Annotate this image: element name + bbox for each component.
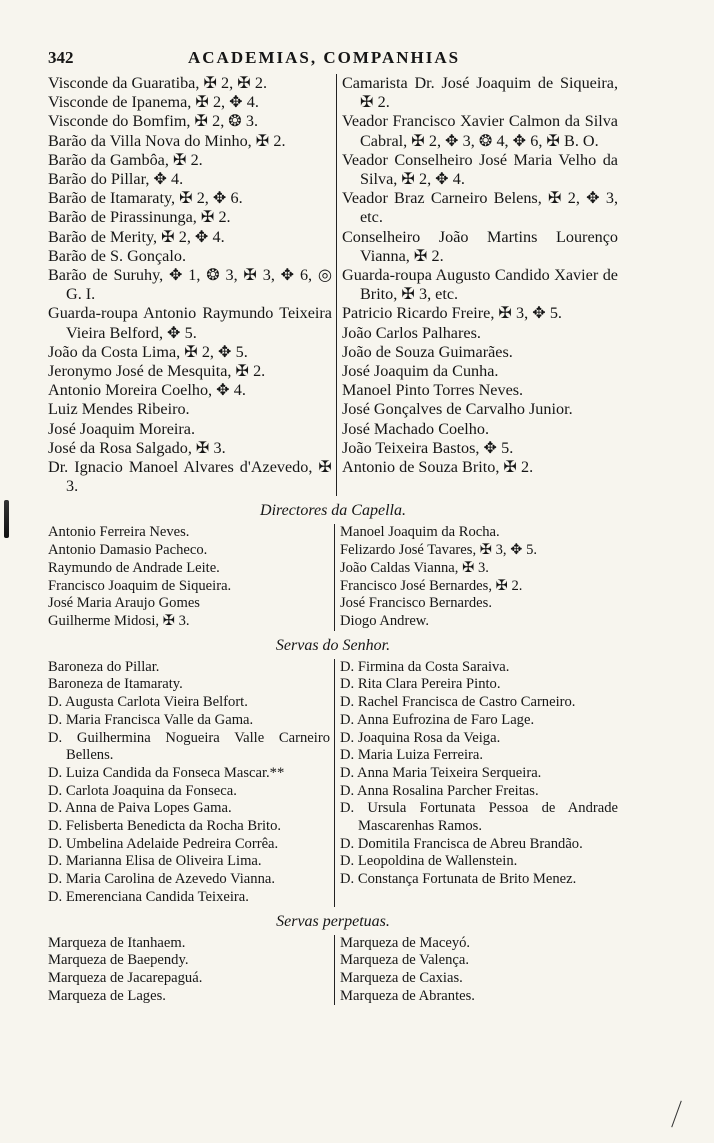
list-item: Barão de Pirassinunga, ✠ 2.	[48, 208, 231, 227]
list-item: D. Anna Eufrozina de Faro Lage.	[340, 711, 535, 728]
list-item: Antonio Damasio Pacheco.	[48, 542, 208, 559]
list-item: D. Felisberta Benedicta da Rocha Brito.	[48, 818, 282, 835]
directores-right-column	[334, 524, 618, 630]
list-item: Marqueza de Valença.	[340, 952, 469, 969]
list-item: D. Constança Fortunata de Brito Menez.	[340, 871, 577, 888]
servas-left-column	[48, 659, 334, 907]
list-item: Raymundo de Andrade Leite.	[48, 559, 220, 576]
list-item: D. Anna Rosalina Parcher Freitas.	[340, 782, 539, 799]
list-item: Francisco Joaquim de Siqueira.	[48, 577, 232, 594]
list-item: José Gonçalves de Carvalho Junior.	[342, 400, 573, 419]
list-item: Veador Francisco Xavier Calmon da Silva Cabral, ✠ 2, ✥ 3, ❂ 4, ✥ 6, ✠ B. O.	[342, 112, 618, 150]
list-item: José Francisco Bernardes.	[340, 595, 492, 612]
list-item: D. Anna de Paiva Lopes Gama.	[48, 800, 232, 817]
list-item: D. Leopoldina de Wallenstein.	[340, 853, 518, 870]
list-item: João Carlos Palhares.	[342, 323, 481, 342]
section-servas-perpetuas	[48, 935, 618, 1006]
list-item: Veador Braz Carneiro Belens, ✠ 2, ✥ 3, etc.	[342, 189, 618, 227]
list-item: D. Maria Carolina de Azevedo Vianna.	[48, 871, 276, 888]
list-item: José Machado Coelho.	[342, 419, 490, 438]
list-item: João Teixeira Bastos, ✥ 5.	[342, 438, 514, 457]
list-item: Baroneza de Itamaraty.	[48, 676, 183, 693]
section-heading-servas-perpetuas: Servas perpetuas.	[276, 912, 390, 930]
section-officials	[48, 74, 618, 496]
list-item: Barão de Suruhy, ✥ 1, ❂ 3, ✠ 3, ✥ 6, ◎ G. I.	[48, 266, 332, 304]
list-item: Visconde da Guaratiba, ✠ 2, ✠ 2.	[48, 74, 267, 92]
list-item: Marqueza de Abrantes.	[340, 987, 475, 1004]
list-item: Guarda-roupa Augusto Candido Xavier de Brito, ✠ 3, etc.	[342, 266, 618, 304]
list-item: Conselheiro João Martins Lourenço Vianna, ✠ 2.	[342, 227, 618, 265]
list-item: D. Maria Luiza Ferreira.	[340, 747, 484, 764]
list-item: Jeronymo José de Mesquita, ✠ 2.	[48, 362, 266, 381]
running-title: ACADEMIAS, COMPANHIAS	[188, 48, 461, 67]
list-item: João de Souza Guimarães.	[342, 342, 513, 361]
list-item: D. Joaquina Rosa da Veiga.	[340, 729, 501, 746]
list-item: Marqueza de Itanhaem.	[48, 934, 186, 951]
directores-left-column	[48, 524, 334, 630]
list-item: Francisco José Bernardes, ✠ 2.	[340, 577, 523, 594]
perpetuas-left-column	[48, 935, 334, 1006]
section-heading-servas-senhor: Servas do Senhor.	[275, 636, 391, 654]
list-item: Visconde de Ipanema, ✠ 2, ✥ 4.	[48, 93, 259, 112]
list-item: Antonio de Souza Brito, ✠ 2.	[342, 458, 534, 477]
list-item: D. Anna Maria Teixeira Serqueira.	[340, 764, 542, 781]
list-item: D. Rita Clara Pereira Pinto.	[340, 676, 501, 693]
list-item: D. Firmina da Costa Saraiva.	[340, 658, 510, 675]
list-item: Marqueza de Caxias.	[340, 969, 463, 986]
list-item: Antonio Moreira Coelho, ✥ 4.	[48, 381, 246, 400]
list-item: José da Rosa Salgado, ✠ 3.	[48, 438, 226, 457]
list-item: Guarda-roupa Antonio Raymundo Teixeira Vieira Belford, ✥ 5.	[48, 304, 332, 342]
officials-left-column	[48, 74, 336, 496]
list-item: Felizardo José Tavares, ✠ 3, ✥ 5.	[340, 542, 538, 559]
list-item: D. Umbelina Adelaide Pedreira Corrêa.	[48, 835, 279, 852]
list-item: D. Ursula Fortunata Pessoa de Andrade Mascarenhas Ramos.	[340, 800, 618, 835]
list-item: Barão da Villa Nova do Minho, ✠ 2.	[48, 131, 286, 150]
list-item: D. Guilhermina Nogueira Valle Carneiro Bellens.	[48, 729, 330, 764]
list-item: Patricio Ricardo Freire, ✠ 3, ✥ 5.	[342, 304, 562, 323]
list-item: Manoel Pinto Torres Neves.	[342, 381, 524, 400]
section-directores	[48, 524, 618, 630]
list-item: Dr. Ignacio Manoel Alvares d'Azevedo, ✠ 3.	[48, 458, 332, 496]
servas-right-column	[334, 659, 618, 907]
list-item: José Maria Araujo Gomes	[48, 595, 200, 612]
page-number: 342	[48, 48, 74, 67]
list-item: João Caldas Vianna, ✠ 3.	[340, 559, 489, 576]
list-item: D. Carlota Joaquina da Fonseca.	[48, 782, 237, 799]
list-item: Veador Conselheiro José Maria Velho da Silva, ✠ 2, ✥ 4.	[342, 150, 618, 189]
list-item: Guilherme Midosi, ✠ 3.	[48, 612, 190, 629]
margin-ink-mark	[4, 500, 9, 538]
list-item: José Joaquim Moreira.	[48, 419, 196, 438]
list-item: Barão de Itamaraty, ✠ 2, ✥ 6.	[48, 189, 243, 208]
list-item: Diogo Andrew.	[340, 612, 430, 629]
list-item: D. Maria Francisca Valle da Gama.	[48, 711, 254, 728]
list-item: Barão de Merity, ✠ 2, ✥ 4.	[48, 227, 225, 246]
list-item: D. Marianna Elisa de Oliveira Lima.	[48, 853, 262, 870]
list-item: Marqueza de Lages.	[48, 987, 166, 1004]
perpetuas-right-column	[334, 935, 618, 1006]
list-item: Barão da Gambôa, ✠ 2.	[48, 150, 203, 169]
list-item: Marqueza de Baependy.	[48, 952, 189, 969]
list-item: Baroneza do Pillar.	[48, 658, 160, 675]
margin-pen-stroke	[671, 1101, 682, 1128]
list-item: Barão de S. Gonçalo.	[48, 246, 187, 265]
list-item: D. Augusta Carlota Vieira Belfort.	[48, 694, 248, 711]
officials-right-column	[336, 74, 618, 496]
list-item: D. Rachel Francisca de Castro Carneiro.	[340, 694, 576, 711]
list-item: D. Domitila Francisca de Abreu Brandão.	[340, 835, 583, 852]
list-item: Camarista Dr. José Joaquim de Siqueira, ✠ 2.	[342, 74, 618, 112]
list-item: João da Costa Lima, ✠ 2, ✥ 5.	[48, 342, 248, 361]
section-servas-senhor	[48, 659, 618, 907]
list-item: José Joaquim da Cunha.	[342, 362, 499, 381]
list-item: Barão do Pillar, ✥ 4.	[48, 170, 184, 189]
list-item: Antonio Ferreira Neves.	[48, 524, 190, 541]
list-item: Visconde do Bomfim, ✠ 2, ❂ 3.	[48, 112, 259, 131]
section-heading-directores: Directores da Capella.	[260, 502, 406, 520]
list-item: Marqueza de Jacarepaguá.	[48, 969, 203, 986]
list-item: Marqueza de Maceyó.	[340, 934, 471, 951]
list-item: Manoel Joaquim da Rocha.	[340, 524, 500, 541]
page-header	[48, 44, 618, 74]
list-item: Luiz Mendes Ribeiro.	[48, 400, 190, 419]
list-item: D. Luiza Candida da Fonseca Mascar.**	[48, 764, 285, 781]
list-item: D. Emerenciana Candida Teixeira.	[48, 888, 249, 905]
page	[48, 44, 618, 1005]
